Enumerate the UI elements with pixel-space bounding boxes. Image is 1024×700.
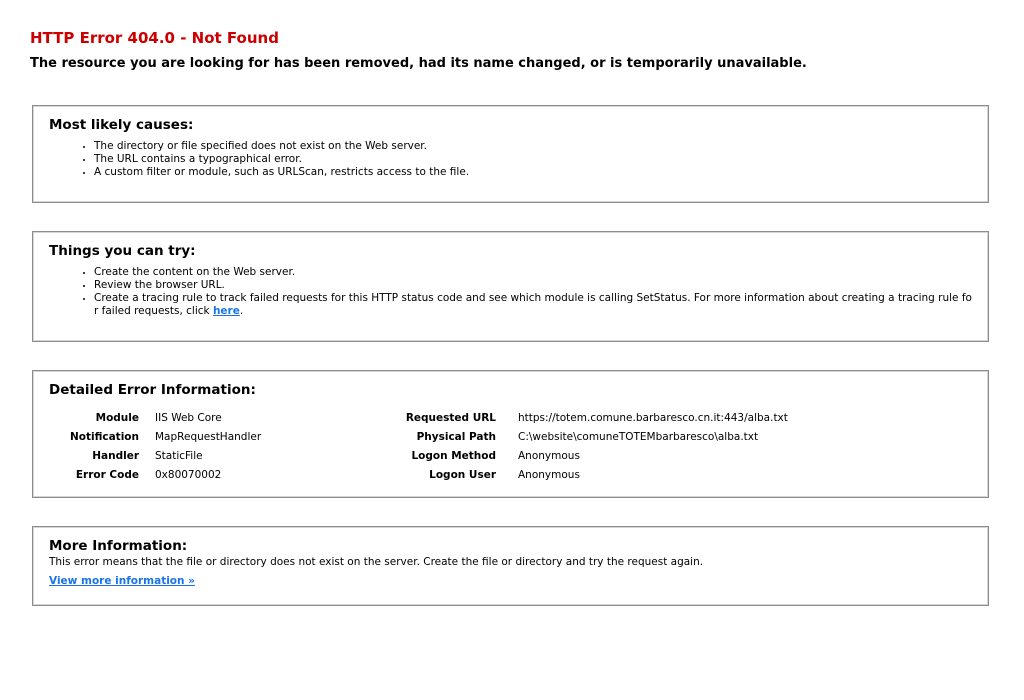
here-link[interactable]: here bbox=[212, 305, 240, 317]
detail-label: Logon User bbox=[429, 469, 496, 481]
detail-label: Logon Method bbox=[411, 450, 496, 462]
detail-column-right bbox=[359, 409, 788, 485]
list-item: • A custom filter or module, such as URLScan, restricts access to the file. bbox=[94, 166, 972, 179]
list-item: • Review the browser URL. bbox=[94, 279, 972, 292]
detail-row-error-code bbox=[49, 466, 261, 485]
detail-section bbox=[32, 370, 989, 498]
error-subtitle: The resource you are looking for has been removed, had its name changed, or is temporarily unavailable. bbox=[30, 56, 807, 71]
detail-column-left bbox=[49, 409, 261, 485]
more-heading: More Information: bbox=[49, 538, 188, 554]
more-text: This error means that the file or directory does not exist on the server. Create the file or directory and try the request again. bbox=[49, 556, 704, 568]
detail-row-notification bbox=[49, 428, 261, 447]
detail-heading: Detailed Error Information: bbox=[49, 382, 256, 398]
detail-label: Module bbox=[95, 412, 139, 424]
detail-value: C:\website\comuneTOTEMbarbaresco\alba.txt bbox=[518, 431, 759, 443]
detail-value: https://totem.comune.barbaresco.cn.it:443/alba.txt bbox=[518, 412, 788, 424]
detail-label: Error Code bbox=[75, 469, 139, 481]
detail-value: Anonymous bbox=[518, 469, 580, 481]
tracing-end: . bbox=[239, 305, 244, 317]
list-item: • The URL contains a typographical error. bbox=[94, 153, 972, 166]
causes-heading: Most likely causes: bbox=[49, 117, 194, 133]
detail-label: Handler bbox=[92, 450, 139, 462]
detail-value: StaticFile bbox=[155, 450, 203, 462]
detail-row-physical-path bbox=[359, 428, 788, 447]
list-item: • Create the content on the Web server. bbox=[94, 266, 972, 279]
error-header bbox=[30, 28, 1004, 73]
detail-label: Physical Path bbox=[416, 431, 496, 443]
causes-list bbox=[49, 140, 972, 179]
tracing-text: Create a tracing rule to track failed requests for this HTTP status code and see which module is calling SetStatus. For more information about creating a tracing rule for failed requests, click bbox=[94, 292, 972, 317]
view-more-info-link[interactable]: View more information » bbox=[49, 575, 195, 587]
more-info-section bbox=[32, 526, 989, 606]
causes-section bbox=[32, 105, 989, 203]
try-heading: Things you can try: bbox=[49, 243, 196, 259]
detail-value: Anonymous bbox=[518, 450, 580, 462]
list-item-tracing bbox=[94, 292, 972, 318]
detail-label: Requested URL bbox=[405, 412, 496, 424]
list-item: • The directory or file specified does not exist on the Web server. bbox=[94, 140, 972, 153]
detail-row-logon-method bbox=[359, 447, 788, 466]
try-list bbox=[49, 266, 972, 318]
detail-row-module bbox=[49, 409, 261, 428]
detail-table bbox=[49, 409, 972, 489]
things-to-try-section bbox=[32, 231, 989, 342]
detail-label: Notification bbox=[69, 431, 139, 443]
detail-row-requested-url bbox=[359, 409, 788, 428]
detail-row-logon-user bbox=[359, 466, 788, 485]
error-title: HTTP Error 404.0 - Not Found bbox=[30, 29, 279, 47]
detail-value: IIS Web Core bbox=[155, 412, 222, 424]
detail-value: MapRequestHandler bbox=[155, 431, 262, 443]
detail-value: 0x80070002 bbox=[155, 469, 222, 481]
detail-row-handler bbox=[49, 447, 261, 466]
